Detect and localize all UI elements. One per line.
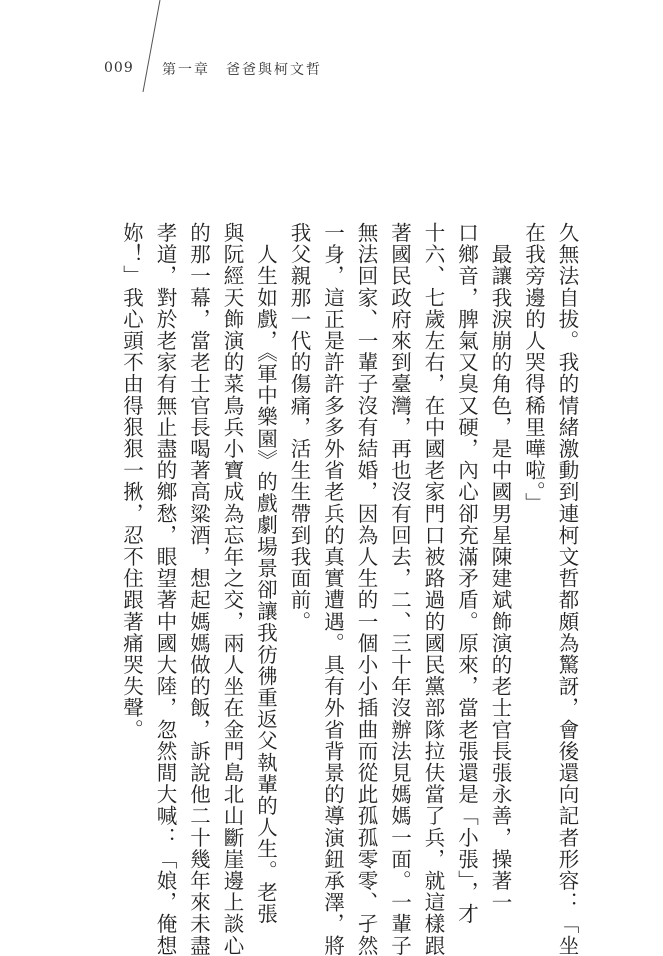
text-column: 孝道，對於老家有無止盡的鄉愁，眼望著中國大陸，忽然間大喊：「娘，俺想	[153, 222, 177, 956]
text-column: 口鄉音，脾氣又臭又硬，內心卻充滿矛盾。原來，當老張還是「小張」，才	[454, 222, 479, 925]
text-column: 我父親那一代的傷痛，活生生帶到我面前。	[287, 222, 311, 633]
chapter-title: 第一章 爸爸與柯文哲	[162, 62, 322, 78]
text-column: 著國民政府來到臺灣，再也沒有回去，二、三十年沒辦法見媽媽一面。一輩子	[387, 222, 412, 956]
text-column: 人生如戲，《軍中樂園》的戲劇場景卻讓我彷彿重返父執輩的人生。老張	[253, 222, 278, 925]
text-column: 十六、七歲左右，在中國老家門口被路過的國民黨部隊拉伕當了兵，就這樣跟	[421, 222, 445, 956]
page-number: 009	[104, 60, 134, 76]
text-column: 最讓我淚崩的角色，是中國男星陳建斌飾演的老士官長張永善，操著一	[488, 222, 512, 914]
text-column: 一身，這正是許許多多外省老兵的真實遭遇。具有外省背景的導演鈕承澤，將	[320, 222, 345, 956]
body-text	[114, 222, 583, 956]
text-column: 在我旁邊的人哭得稀里嘩啦。」	[521, 222, 546, 515]
text-column: 久無法自拔。我的情緒激動到連柯文哲都頗為驚訝，會後還向記者形容：「坐	[555, 222, 579, 956]
text-column: 妳！」我心頭不由得狠狠一揪，忍不住跟著痛哭失聲。	[119, 222, 144, 741]
text-column: 與阮經天飾演的菜鳥兵小寶成為忘年之交，兩人坐在金門島北山斷崖邊上談心	[220, 222, 244, 956]
text-column: 無法回家、一輩子沒有結婚，因為人生的一個小小插曲而從此孤孤零零、孑然	[354, 222, 378, 956]
text-column: 的那一幕，當老士官長喝著高粱酒，想起媽媽做的飯，訴說他二十幾年來未盡	[186, 222, 211, 956]
